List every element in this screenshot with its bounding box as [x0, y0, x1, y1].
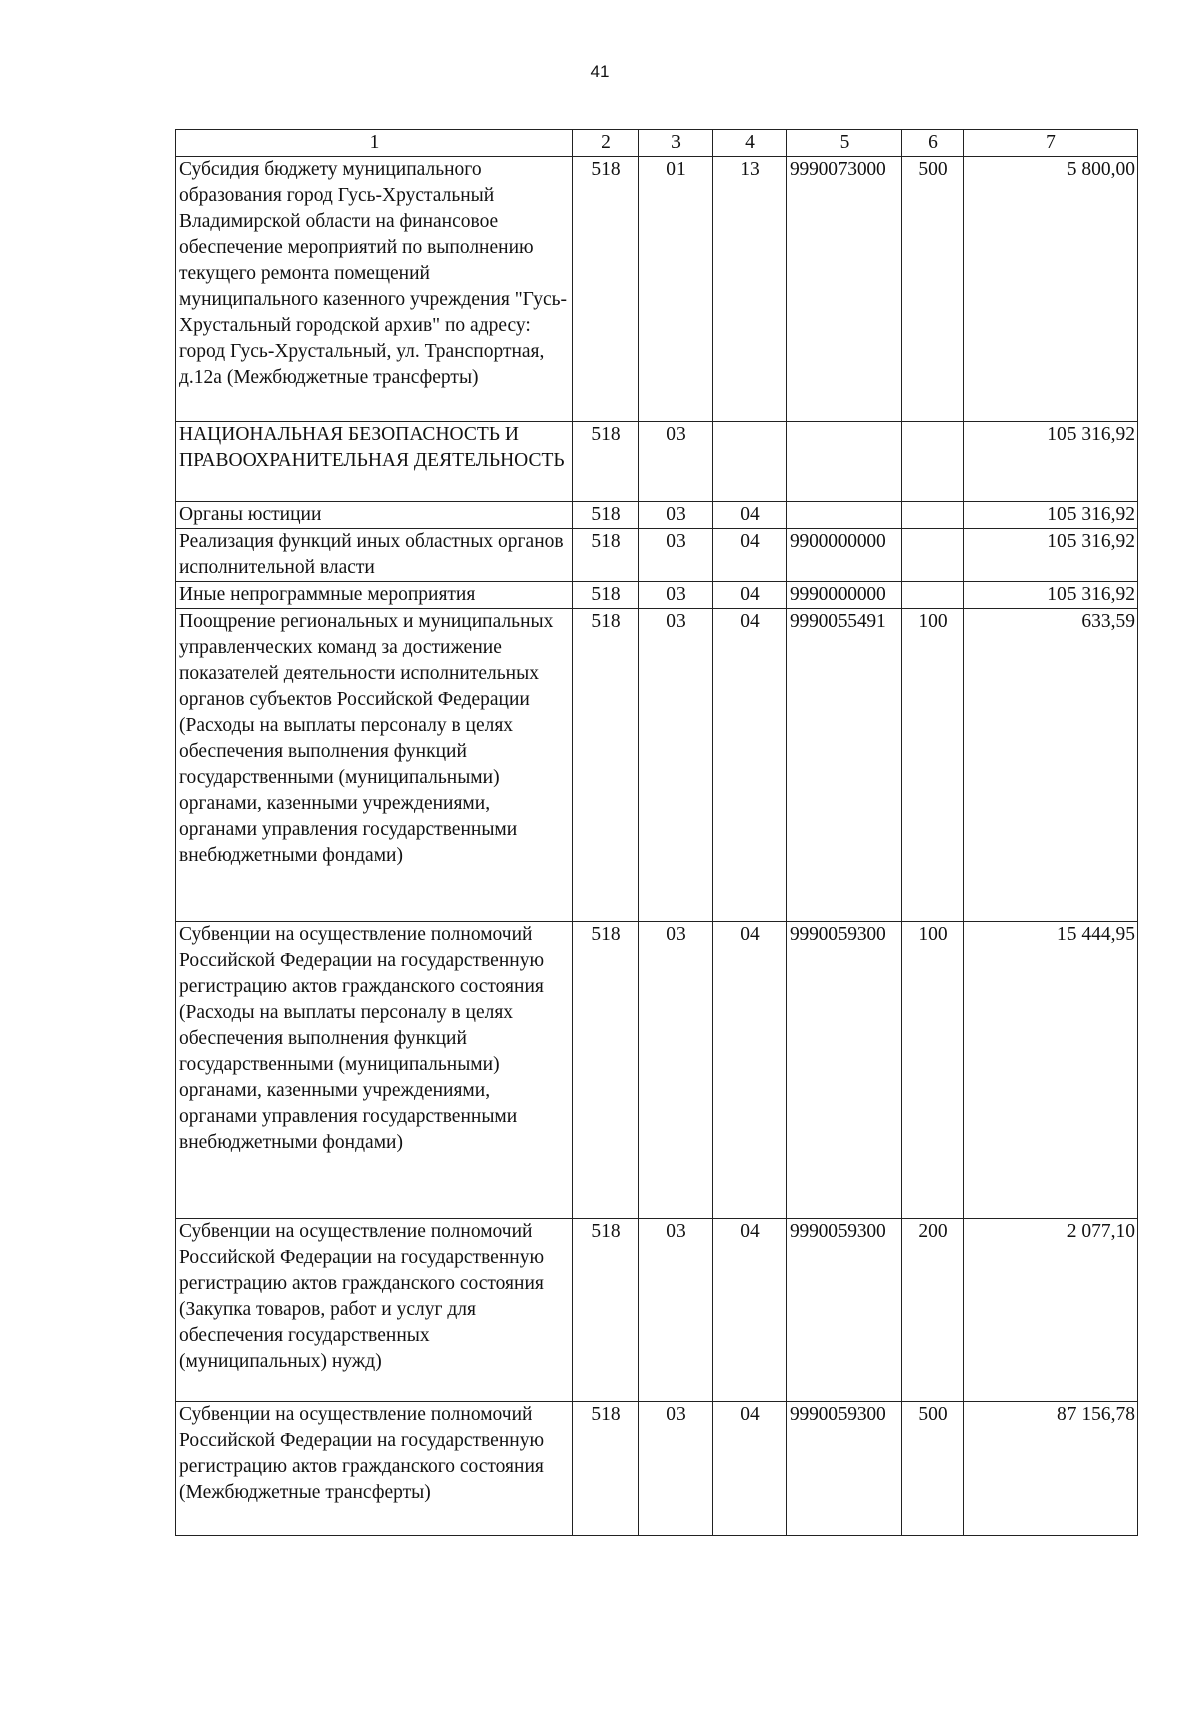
row-col7: 105 316,92 — [964, 502, 1138, 529]
row-col3: 03 — [639, 422, 713, 502]
row-col5: 9990055491 — [787, 609, 902, 922]
row-col4: 04 — [713, 922, 787, 1219]
row-col6 — [902, 582, 964, 609]
row-col4 — [713, 422, 787, 502]
row-name: Субсидия бюджету муниципального образования город Гусь-Хрустальный Владимирской области на финансовое обеспечение мероприятий по выполнению текущего ремонта помещений муниципального казенного учреждения "Гусь-Хрустальный городской архив" по адресу: город Гусь-Хрустальный, ул. Транспортная, д.12а (Межбюджетные трансферты) — [176, 157, 573, 422]
row-col2: 518 — [573, 422, 639, 502]
row-col6: 500 — [902, 1402, 964, 1536]
table-row — [176, 609, 1138, 922]
row-col2: 518 — [573, 502, 639, 529]
row-name: Органы юстиции — [176, 502, 573, 529]
row-col4: 04 — [713, 1219, 787, 1402]
row-col4: 04 — [713, 529, 787, 582]
row-name: Субвенции на осуществление полномочий Российской Федерации на государственную регистрацию актов гражданского состояния (Закупка товаров, работ и услуг для обеспечения государственных (муниципальных) нужд) — [176, 1219, 573, 1402]
row-col2: 518 — [573, 157, 639, 422]
row-col6 — [902, 502, 964, 529]
table-row — [176, 422, 1138, 502]
row-col3: 03 — [639, 529, 713, 582]
budget-table — [175, 129, 1138, 1536]
column-header: 7 — [964, 130, 1138, 157]
row-col6 — [902, 422, 964, 502]
row-col5: 9990000000 — [787, 582, 902, 609]
table-row — [176, 157, 1138, 422]
row-col5: 9990073000 — [787, 157, 902, 422]
table-row — [176, 1402, 1138, 1536]
row-col4: 04 — [713, 1402, 787, 1536]
table-row — [176, 922, 1138, 1219]
row-col2: 518 — [573, 609, 639, 922]
table-row — [176, 529, 1138, 582]
row-col5: 9990059300 — [787, 1219, 902, 1402]
row-name: Иные непрограммные мероприятия — [176, 582, 573, 609]
row-col5: 9990059300 — [787, 922, 902, 1219]
page-number: 41 — [590, 62, 610, 81]
column-header: 5 — [787, 130, 902, 157]
row-col2: 518 — [573, 1402, 639, 1536]
row-col6 — [902, 529, 964, 582]
row-col3: 03 — [639, 582, 713, 609]
column-header: 6 — [902, 130, 964, 157]
table-row — [176, 502, 1138, 529]
row-col6: 500 — [902, 157, 964, 422]
row-col6: 100 — [902, 609, 964, 922]
row-col4: 13 — [713, 157, 787, 422]
row-col4: 04 — [713, 582, 787, 609]
row-col2: 518 — [573, 1219, 639, 1402]
row-col2: 518 — [573, 582, 639, 609]
row-col7: 633,59 — [964, 609, 1138, 922]
row-name: Субвенции на осуществление полномочий Российской Федерации на государственную регистрацию актов гражданского состояния (Межбюджетные трансферты) — [176, 1402, 573, 1536]
row-col4: 04 — [713, 502, 787, 529]
row-col3: 03 — [639, 609, 713, 922]
row-col3: 03 — [639, 502, 713, 529]
row-col5 — [787, 422, 902, 502]
row-name: Реализация функций иных областных органов исполнительной власти — [176, 529, 573, 582]
row-col2: 518 — [573, 529, 639, 582]
row-col7: 5 800,00 — [964, 157, 1138, 422]
column-header: 2 — [573, 130, 639, 157]
column-header: 4 — [713, 130, 787, 157]
column-header: 1 — [176, 130, 573, 157]
row-name: Субвенции на осуществление полномочий Российской Федерации на государственную регистрацию актов гражданского состояния (Расходы на выплаты персоналу в целях обеспечения выполнения функций государственными (муниципальными) органами, казенными учреждениями, органами управления государственными внебюджетными фондами) — [176, 922, 573, 1219]
row-col4: 04 — [713, 609, 787, 922]
row-col5: 9990059300 — [787, 1402, 902, 1536]
row-col3: 01 — [639, 157, 713, 422]
row-col3: 03 — [639, 922, 713, 1219]
row-col2: 518 — [573, 922, 639, 1219]
column-header: 3 — [639, 130, 713, 157]
row-col7: 105 316,92 — [964, 529, 1138, 582]
row-col5 — [787, 502, 902, 529]
row-col3: 03 — [639, 1402, 713, 1536]
table-row — [176, 1219, 1138, 1402]
row-col6: 100 — [902, 922, 964, 1219]
table-header-row — [176, 130, 1138, 157]
row-col6: 200 — [902, 1219, 964, 1402]
row-name: Поощрение региональных и муниципальных управленческих команд за достижение показателей деятельности исполнительных органов субъектов Российской Федерации (Расходы на выплаты персоналу в целях обеспечения выполнения функций государственными (муниципальными) органами, казенными учреждениями, органами управления государственными внебюджетными фондами) — [176, 609, 573, 922]
row-col7: 15 444,95 — [964, 922, 1138, 1219]
table-row — [176, 582, 1138, 609]
row-name: НАЦИОНАЛЬНАЯ БЕЗОПАСНОСТЬ И ПРАВООХРАНИТЕЛЬНАЯ ДЕЯТЕЛЬНОСТЬ — [176, 422, 573, 502]
row-col7: 87 156,78 — [964, 1402, 1138, 1536]
row-col5: 9900000000 — [787, 529, 902, 582]
row-col7: 105 316,92 — [964, 422, 1138, 502]
row-col3: 03 — [639, 1219, 713, 1402]
row-col7: 105 316,92 — [964, 582, 1138, 609]
row-col7: 2 077,10 — [964, 1219, 1138, 1402]
